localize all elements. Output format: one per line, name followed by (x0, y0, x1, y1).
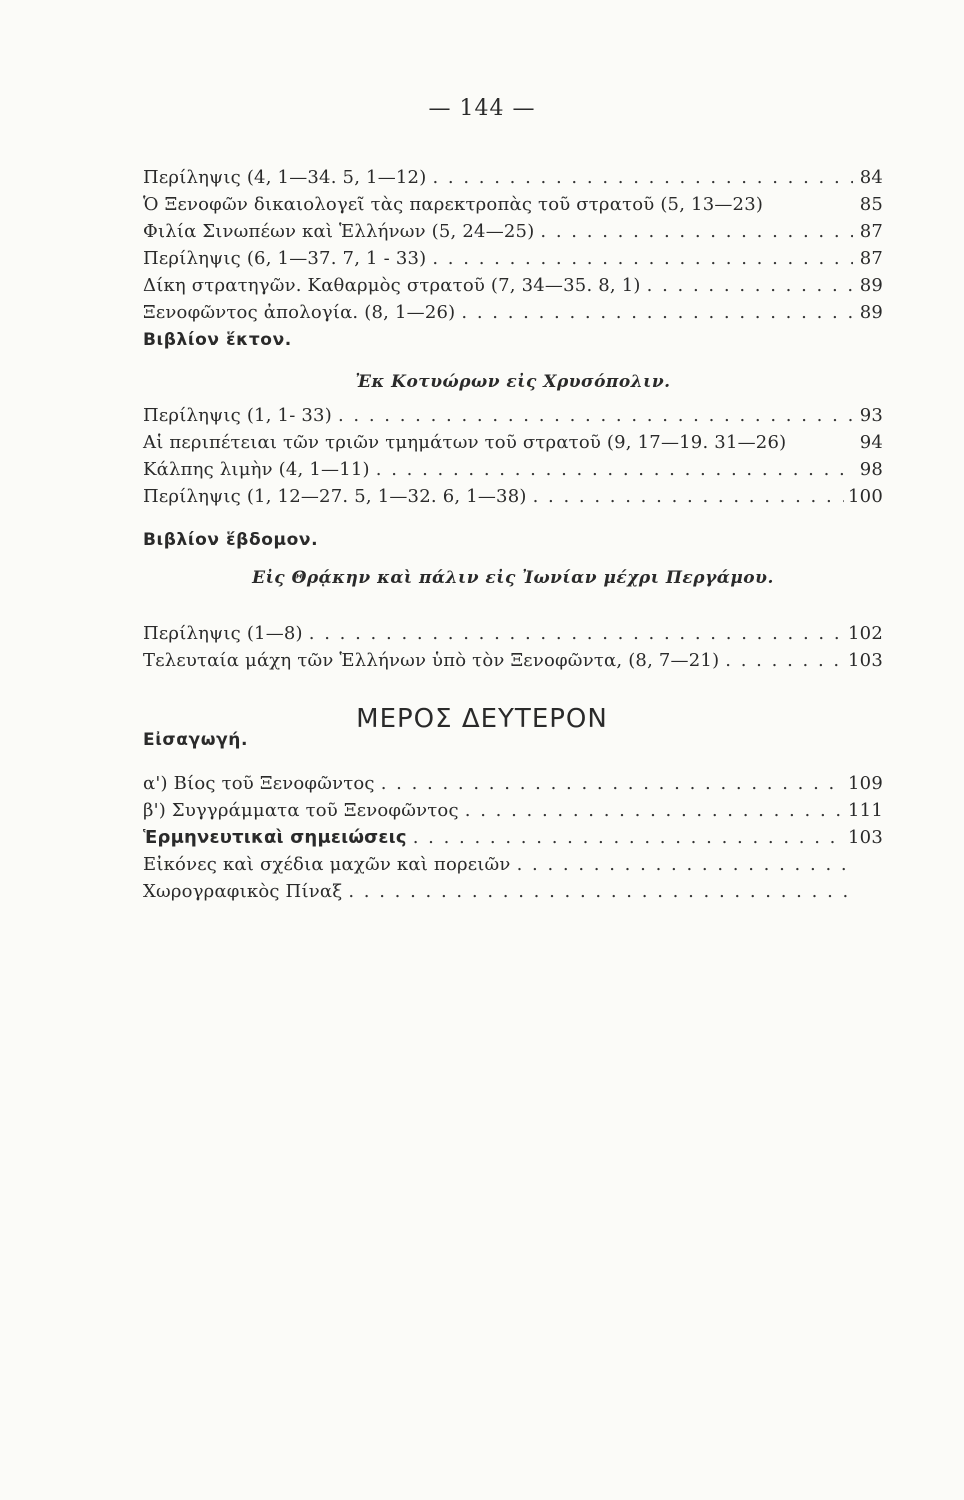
toc-section-1 (143, 164, 883, 354)
toc-entry (143, 878, 883, 905)
toc-entry-text: Περίληψις (1—8) (143, 623, 303, 644)
toc-entry-page: 94 (859, 432, 883, 453)
toc-entry-text: Δίκη στρατηγῶν. Καθαρμὸς στρατοῦ (7, 34—35. 8, 1) (143, 275, 641, 296)
part-2-title: ΜΕΡΟΣ ΔΕΥΤΕΡΟΝ (356, 704, 608, 734)
page-number: — 144 — (428, 96, 536, 121)
toc-entry-page: 100 (848, 486, 883, 507)
toc-entry-text: Αἱ περιπέτειαι τῶν τριῶν τμημάτων τοῦ στρατοῦ (9, 17—19. 31—26) (143, 432, 787, 453)
toc-entry-page: 89 (859, 275, 883, 296)
toc-entry (143, 797, 883, 824)
toc-entry-text: Περίληψις (1, 12—27. 5, 1—32. 6, 1—38) (143, 486, 527, 507)
book-7-title: Βιβλίον ἕβδομον. (143, 530, 319, 550)
toc-entry (143, 299, 883, 326)
toc-entry-text: Περίληψις (4, 1—34. 5, 1—12) (143, 167, 427, 188)
toc-entry-text: Ξενοφῶντος ἀπολογία. (8, 1—26) (143, 302, 456, 323)
toc-entry-page: 89 (859, 302, 883, 323)
toc-entry (143, 770, 883, 797)
toc-entry-text: Περίληψις (6, 1—37. 7, 1 - 33) (143, 248, 427, 269)
toc-book-6 (143, 362, 883, 510)
toc-entry-page: 102 (848, 623, 883, 644)
toc-entry-page: 93 (859, 405, 883, 426)
toc-entry (143, 647, 883, 674)
toc-entry-page: 87 (859, 221, 883, 242)
toc-entry (143, 483, 883, 510)
toc-entry-text: β') Συγγράμματα τοῦ Ξενοφῶντος (143, 800, 459, 821)
toc-entry (143, 824, 883, 851)
toc-entry-text: Εἰκόνες καὶ σχέδια μαχῶν καὶ πορειῶν (143, 854, 511, 875)
toc-entry (143, 218, 883, 245)
toc-entry (143, 272, 883, 299)
toc-book-7 (143, 526, 883, 674)
book-6-title: Βιβλίον ἕκτον. (143, 330, 292, 350)
toc-entry-text: Ἑρμηνευτικαὶ σημειώσεις (143, 827, 407, 848)
toc-entry (143, 851, 883, 878)
toc-entry (143, 456, 883, 483)
toc-entry-text: Φιλία Σινωπέων καὶ Ἑλλήνων (5, 24—25) (143, 221, 535, 242)
introduction-label: Εἰσαγωγή. (143, 730, 249, 750)
toc-entry-text: Κάλπης λιμὴν (4, 1—11) (143, 459, 370, 480)
book-7-subtitle: Εἰς Θρᾴκην καὶ πάλιν εἰς Ἰωνίαν μέχρι Περγάμου. (252, 568, 774, 588)
toc-entry-text: α') Βίος τοῦ Ξενοφῶντος (143, 773, 375, 794)
toc-entry-page: 84 (859, 167, 883, 188)
toc-entry (143, 191, 883, 218)
toc-entry-page: 111 (848, 800, 883, 821)
toc-entry-page: 109 (848, 773, 883, 794)
toc-entry-page: 103 (848, 827, 883, 848)
toc-entry-text: Ὁ Ξενοφῶν δικαιολογεῖ τὰς παρεκτροπὰς τοῦ στρατοῦ (5, 13—23) (143, 194, 764, 215)
toc-entry (143, 164, 883, 191)
toc-entry-page: 103 (848, 650, 883, 671)
toc-entry-page: 98 (859, 459, 883, 480)
toc-entry-text: Τελευταία μάχη τῶν Ἑλλήνων ὑπὸ τὸν Ξενοφῶντα, (8, 7—21) (143, 650, 720, 671)
toc-entry (143, 429, 883, 456)
book-6-subtitle: Ἐκ Κοτυώρων εἰς Χρυσόπολιν. (355, 372, 671, 392)
toc-entry (143, 245, 883, 272)
toc-part-2 (143, 726, 883, 905)
toc-entry-page: 87 (859, 248, 883, 269)
toc-entry (143, 402, 883, 429)
toc-entry-page: 85 (859, 194, 883, 215)
toc-entry (143, 620, 883, 647)
toc-entry-text: Περίληψις (1, 1- 33) (143, 405, 332, 426)
toc-entry-text: Χωρογραφικὸς Πίναξ (143, 881, 343, 902)
